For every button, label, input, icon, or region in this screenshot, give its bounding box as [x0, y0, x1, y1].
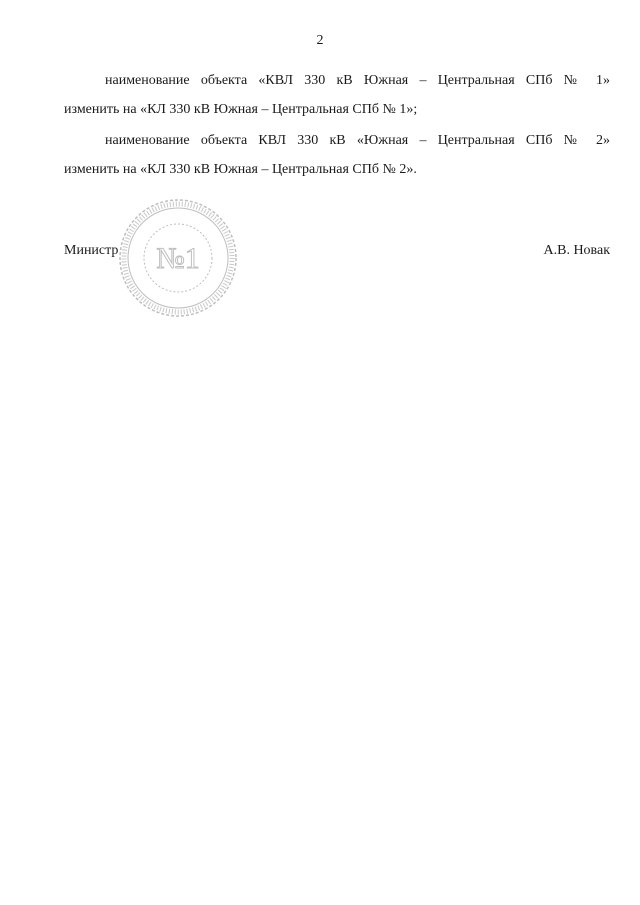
paragraph-line: изменить на «КЛ 330 кВ Южная – Центральная СПб № 2». — [64, 162, 417, 177]
seal-center-text: №1 — [156, 242, 200, 275]
signatory-position: Министр — [64, 243, 119, 258]
page-number: 2 — [316, 33, 324, 48]
official-seal-stamp — [116, 196, 240, 320]
paragraph-line: наименование объекта КВЛ 330 кВ «Южная – Центральная СПб № 2» — [105, 133, 610, 148]
paragraph-line: наименование объекта «КВЛ 330 кВ Южная – Центральная СПб № 1» — [105, 73, 610, 88]
paragraph-object-1-rename — [64, 66, 610, 124]
paragraph-object-2-rename — [64, 126, 610, 184]
paragraph-line: изменить на «КЛ 330 кВ Южная – Центральная СПб № 1»; — [64, 102, 418, 117]
signatory-name: А.В. Новак — [543, 243, 610, 258]
